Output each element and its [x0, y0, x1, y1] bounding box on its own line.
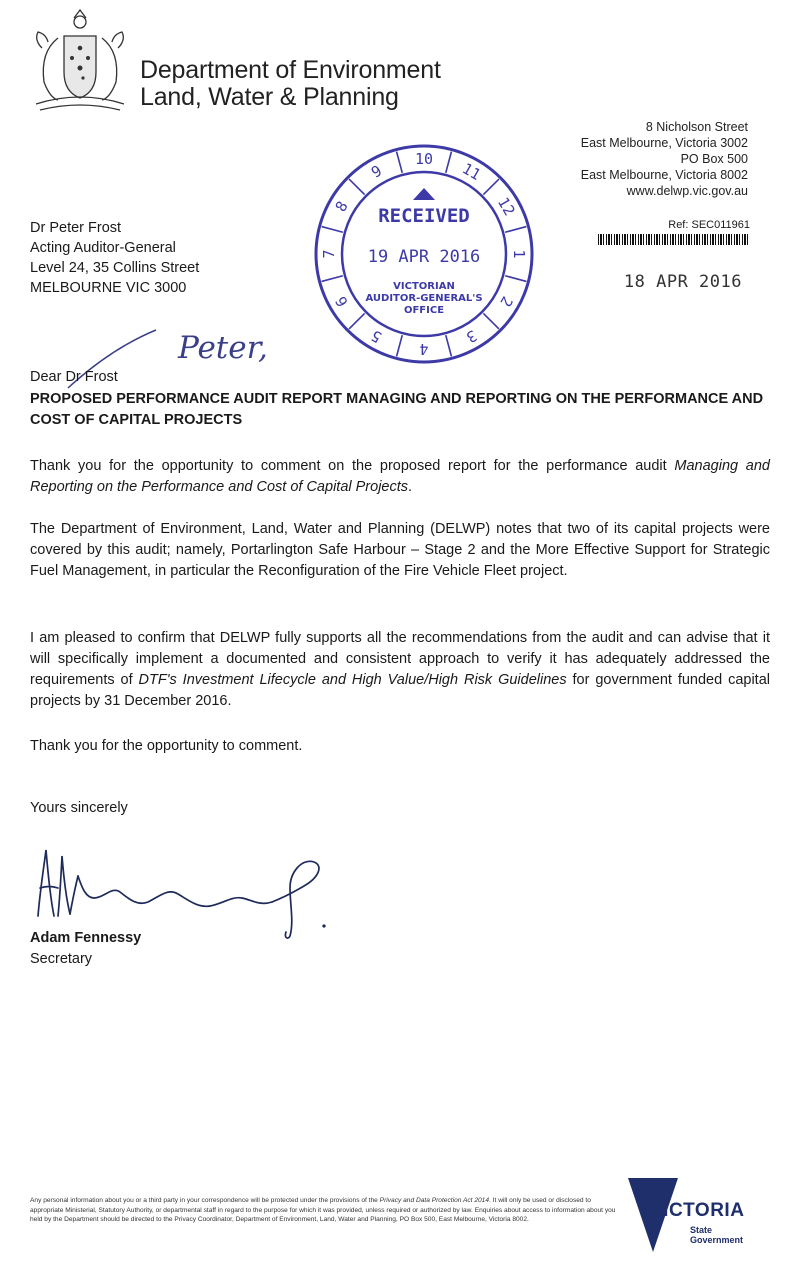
- stamp-arrow-icon: [413, 188, 435, 200]
- paragraph-3-end: for government funded capital projects by 31 December 2016.: [30, 672, 770, 709]
- paragraph-1-text: Thank you for the opportunity to comment on the proposed report for the performance audit: [30, 458, 675, 474]
- sender-website: www.delwp.vic.gov.au: [626, 184, 748, 198]
- stamp-number: 9: [368, 161, 385, 182]
- stamp-tick: [397, 152, 403, 173]
- stamp-received: RECEIVED: [378, 205, 470, 227]
- guidelines-title: DTF's Investment Lifecycle and High Value/High Risk Guidelines: [138, 672, 567, 688]
- recipient-city: MELBOURNE VIC 3000: [30, 280, 187, 296]
- paragraph-1: [30, 456, 770, 498]
- paragraph-4: Thank you for the opportunity to comment.: [30, 738, 303, 754]
- stamp-number: 11: [459, 159, 484, 185]
- sender-address-line: PO Box 500: [680, 152, 748, 166]
- department-name-line1: Department of Environment: [140, 56, 441, 84]
- stamp-tick: [322, 276, 343, 282]
- coat-of-arms-icon: [28, 8, 132, 116]
- stamp-tick: [505, 276, 526, 282]
- stamp-tick: [483, 179, 499, 195]
- paragraph-1-end: .: [408, 479, 413, 495]
- stamp-org-line3: OFFICE: [403, 305, 445, 316]
- privacy-act-title: Privacy and Data Protection Act 2014: [379, 1197, 490, 1204]
- signatory-name: Adam Fennessy: [30, 930, 142, 946]
- victoria-logo-word: VICTORIA: [650, 1200, 745, 1221]
- sender-address-line: East Melbourne, Victoria 8002: [580, 168, 748, 182]
- stamp-org-line1: VICTORIAN: [393, 281, 455, 292]
- letter-date: 18 APR 2016: [623, 272, 742, 292]
- stamp-number: 8: [331, 198, 352, 215]
- paragraph-3: [30, 628, 770, 712]
- stamp-number: 1: [510, 249, 528, 259]
- sender-address: [581, 119, 748, 199]
- stamp-tick: [446, 152, 452, 173]
- sender-address-line: 8 Nicholson Street: [645, 120, 748, 134]
- handwritten-greeting: Peter,: [178, 330, 268, 366]
- recipient-address: [30, 218, 199, 298]
- paragraph-2: The Department of Environment, Land, Water and Planning (DELWP) notes that two of its capital projects were covered by this audit; namely, Portarlington Safe Harbour – Stage 2 and the More Effective Support for Strategic Fuel Management, in particular the Reconfiguration of the Fire Vehicle Fleet project.: [30, 521, 770, 579]
- victoria-logo-sub2: Government: [690, 1235, 744, 1245]
- salutation: Dear Dr Frost: [30, 369, 118, 385]
- stamp-tick: [349, 179, 365, 195]
- privacy-notice-text: Any personal information about you or a third party in your correspondence will be protected under the provisions of the: [30, 1197, 380, 1204]
- stamp-number: 6: [331, 293, 352, 310]
- paragraph-3-text: I am pleased to confirm that DELWP fully supports all the recommendations from the audit and can advise that it will specifically implement a documented and consistent approach to verify it has adequately addressed the requirements of: [30, 630, 770, 688]
- stamp-tick: [505, 227, 526, 233]
- department-name-line2: Land, Water & Planning: [140, 83, 399, 111]
- recipient-street: Level 24, 35 Collins Street: [30, 260, 200, 276]
- privacy-notice-end: . It will only be used or disclosed to appropriate Ministerial, Statutory Authority, or departmental staff in regard to the purpose for which it was provided, unless required or authorized by law. Enquiries about access to information about you held by the Department should be directed to the Privacy Coordinator, Department of Environment, Land, Water and Planning, PO Box 500, East Melbourne, Victoria 8002.: [30, 1197, 616, 1223]
- stamp-date: 19 APR 2016: [367, 247, 481, 267]
- stamp-number: 7: [320, 249, 338, 259]
- stamp-org-line2: AUDITOR-GENERAL'S: [365, 293, 483, 304]
- stamp-number: 10: [414, 150, 434, 168]
- stamp-tick: [397, 335, 403, 356]
- recipient-name: Dr Peter Frost: [30, 220, 122, 236]
- stamp-tick: [349, 313, 365, 329]
- stamp-tick: [483, 313, 499, 329]
- stamp-number: 5: [368, 326, 385, 347]
- received-stamp: [310, 140, 538, 368]
- stamp-tick: [446, 335, 452, 356]
- victoria-logo-sub1: State: [690, 1225, 713, 1235]
- reference-number: Ref: SEC011961: [668, 219, 750, 231]
- stamp-number: 3: [463, 326, 480, 347]
- report-title: Managing and Reporting on the Performance and Cost of Capital Projects: [30, 458, 770, 495]
- closing: Yours sincerely: [30, 800, 128, 816]
- sender-address-line: East Melbourne, Victoria 3002: [580, 136, 748, 150]
- stamp-number: 4: [419, 340, 429, 358]
- department-name: [140, 57, 441, 111]
- recipient-title: Acting Auditor-General: [30, 240, 176, 256]
- privacy-notice: [30, 1196, 620, 1225]
- stamp-number: 2: [496, 293, 517, 310]
- stamp-tick: [322, 227, 343, 233]
- victoria-government-logo: [620, 1176, 760, 1256]
- letter-subject: PROPOSED PERFORMANCE AUDIT REPORT MANAGING AND REPORTING ON THE PERFORMANCE AND COST OF CAPITAL PROJECTS: [30, 391, 764, 428]
- barcode: [598, 234, 750, 245]
- signatory-title: Secretary: [30, 951, 93, 967]
- stamp-number: 12: [493, 194, 519, 219]
